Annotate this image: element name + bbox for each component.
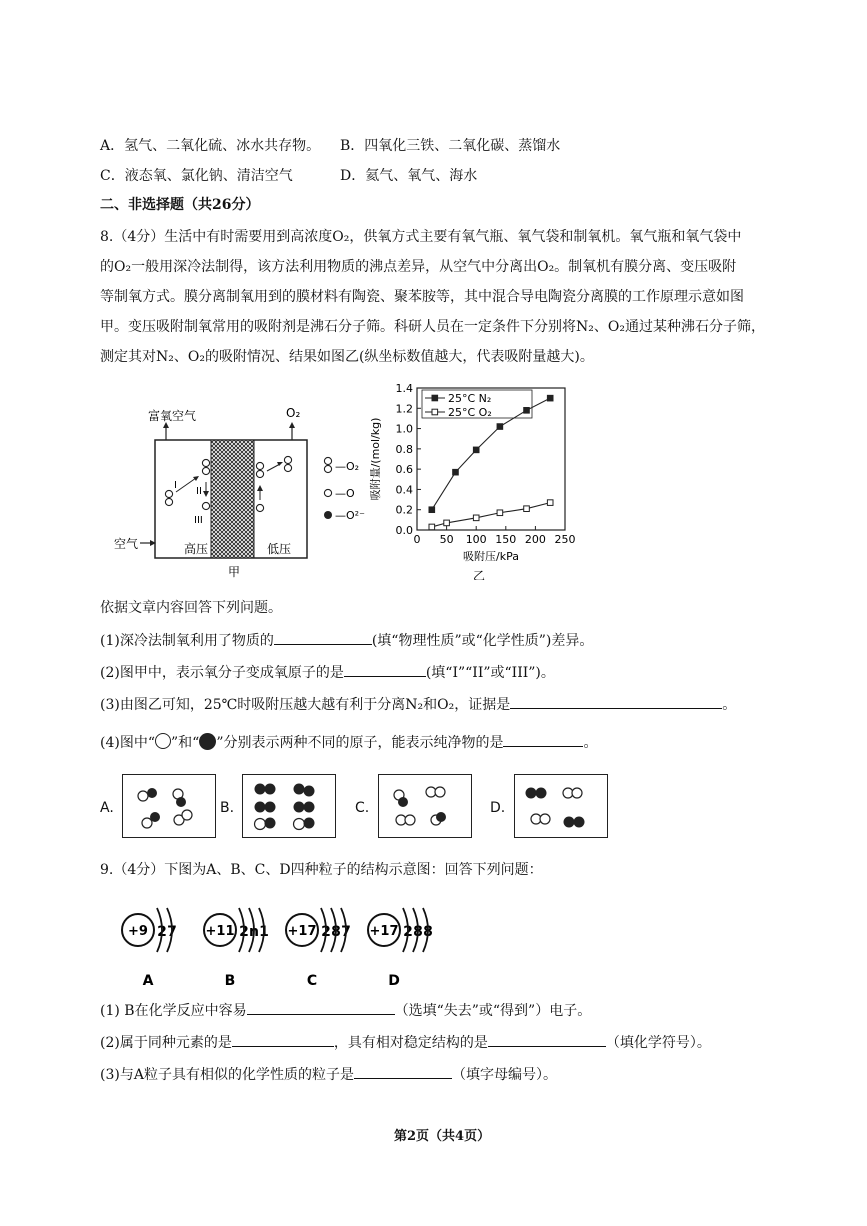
legend-o: —O bbox=[335, 487, 355, 500]
label-step-iii: III bbox=[194, 515, 203, 526]
q9-sub3-blank[interactable] bbox=[354, 1064, 452, 1079]
data-point bbox=[547, 395, 553, 401]
data-point bbox=[497, 510, 503, 516]
data-point bbox=[547, 500, 553, 506]
particle-label: D bbox=[388, 973, 400, 989]
q8-sub1-post: (填“物理性质”或“化学性质”)差异。 bbox=[371, 633, 594, 649]
q8-sub4 bbox=[100, 732, 597, 753]
section-heading: 二、非选择题（共26分） bbox=[100, 197, 260, 213]
q8-stem-line: 等制氧方式。膜分离制氧用到的膜材料有陶瓷、聚苯胺等，其中混合导电陶瓷分离膜的工作原理示意如图 bbox=[100, 289, 744, 305]
label-o2-out: O₂ bbox=[286, 406, 301, 420]
q9-sub2-blank1[interactable] bbox=[232, 1032, 334, 1047]
q9-sub2-mid: ，具有相对稳定结构的是 bbox=[333, 1035, 488, 1051]
option-a-label: A. bbox=[100, 800, 114, 816]
shell-electron-count: 2 bbox=[239, 924, 249, 940]
black-atom-icon bbox=[199, 733, 216, 750]
q9-sub1-pre: (1) B在化学反应中容易 bbox=[100, 1003, 247, 1019]
particle-label: B bbox=[224, 973, 236, 989]
q9-sub2-post: （填化学符号）。 bbox=[605, 1035, 711, 1051]
shell-electron-count: 2 bbox=[403, 924, 413, 940]
q9-sub3 bbox=[100, 1064, 557, 1085]
q8-sub3-post: 。 bbox=[722, 697, 737, 713]
shell-electron-count: 1 bbox=[259, 924, 269, 940]
data-point bbox=[429, 507, 435, 513]
y-tick-label: 1.2 bbox=[395, 402, 413, 416]
x-tick-label: 150 bbox=[495, 533, 517, 546]
q8-sub1-pre: (1)深冷法制氧利用了物质的 bbox=[100, 633, 274, 649]
q9-sub2 bbox=[100, 1032, 711, 1053]
q8-sub2-pre: (2)图甲中，表示氧分子变成氧原子的是 bbox=[100, 665, 344, 681]
y-tick-label: 0.2 bbox=[395, 503, 413, 517]
data-point bbox=[524, 506, 530, 512]
legend-o2-ion: —O²⁻ bbox=[335, 509, 365, 522]
data-point bbox=[473, 515, 479, 521]
shell-electron-count: 8 bbox=[331, 924, 341, 940]
y-tick-label: 0.6 bbox=[395, 463, 413, 477]
option-a-particles bbox=[123, 775, 215, 837]
label-air: 空气 bbox=[114, 537, 139, 551]
data-point bbox=[497, 424, 503, 430]
q8-sub3-blank[interactable] bbox=[510, 694, 722, 709]
data-point bbox=[444, 520, 450, 526]
q8-sub2-post: (填“I”“II”或“III”)。 bbox=[425, 665, 555, 681]
q9-sub3-post: （填字母编号）。 bbox=[451, 1067, 557, 1083]
y-tick-label: 0.4 bbox=[395, 483, 413, 497]
label-step-ii: II bbox=[196, 486, 202, 497]
x-tick-label: 100 bbox=[465, 533, 487, 546]
q8-sub4-end: 。 bbox=[583, 735, 598, 751]
label-enriched-air: 富氧空气 bbox=[148, 409, 197, 423]
particle-label: C bbox=[306, 973, 318, 989]
legend-label: 25°C O₂ bbox=[448, 406, 492, 419]
legend-label: 25°C N₂ bbox=[448, 392, 492, 405]
figure-jia-caption: 甲 bbox=[228, 565, 241, 579]
shell-electron-count: 8 bbox=[413, 924, 423, 940]
membrane bbox=[211, 440, 254, 558]
q8-sub2 bbox=[100, 662, 555, 683]
q8-sub2-blank[interactable] bbox=[344, 662, 426, 677]
atom-structure-diagrams bbox=[118, 893, 458, 993]
q7-option-c: C．液态氧、氯化钠、清洁空气 bbox=[100, 168, 293, 184]
y-tick-label: 0.0 bbox=[395, 524, 413, 537]
option-d-label: D. bbox=[490, 800, 506, 816]
q8-stem-line: 甲。变压吸附制氧常用的吸附剂是沸石分子筛。科研人员在一定条件下分别将N₂、O₂通过某种沸石分子筛， bbox=[100, 319, 765, 335]
q8-sub4-mid: ”和“ bbox=[171, 735, 200, 751]
x-tick-label: 0 bbox=[413, 533, 421, 546]
shell-electron-count: 2 bbox=[157, 924, 167, 940]
shell-electron-count: 8 bbox=[423, 924, 433, 940]
q7-option-d: D．氦气、氧气、海水 bbox=[340, 168, 478, 184]
q8-sub3 bbox=[100, 694, 736, 715]
x-axis-label: 吸附压/kPa bbox=[463, 550, 519, 563]
y-tick-label: 0.8 bbox=[395, 442, 413, 456]
q9-sub3-pre: (3)与A粒子具有相似的化学性质的粒子是 bbox=[100, 1067, 354, 1083]
q8-sub4-post: ”分别表示两种不同的原子，能表示纯净物的是 bbox=[216, 735, 504, 751]
figure-jia bbox=[110, 400, 385, 580]
figure-yi-caption: 乙 bbox=[472, 569, 486, 580]
legend-marker bbox=[432, 395, 438, 401]
q9-sub2-pre: (2)属于同种元素的是 bbox=[100, 1035, 232, 1051]
q8-sub1 bbox=[100, 630, 593, 651]
option-d-particles bbox=[515, 775, 607, 837]
shell-electron-count: n bbox=[249, 924, 259, 940]
label-step-i: I bbox=[174, 480, 177, 491]
data-point bbox=[429, 524, 435, 530]
page-footer: 第2页（共4页） bbox=[394, 1129, 491, 1144]
legend-marker bbox=[432, 409, 438, 415]
x-tick-label: 50 bbox=[439, 533, 454, 546]
option-b-label: B. bbox=[220, 800, 235, 816]
label-low-pressure: 低压 bbox=[267, 542, 292, 556]
option-b-particles bbox=[243, 775, 335, 837]
y-tick-label: 1.4 bbox=[395, 382, 413, 395]
nucleus-charge: +17 bbox=[287, 924, 317, 939]
q8-sub3-pre: (3)由图乙可知，25℃时吸附压越大越有利于分离N₂和O₂，证据是 bbox=[100, 697, 511, 713]
option-a-box[interactable] bbox=[122, 774, 216, 838]
option-b-box[interactable] bbox=[242, 774, 336, 838]
q9-sub1-post: （选填“失去”或“得到”）电子。 bbox=[394, 1003, 592, 1019]
y-tick-label: 1.0 bbox=[395, 422, 413, 436]
option-d-box[interactable] bbox=[514, 774, 608, 838]
q9-sub1 bbox=[100, 1000, 591, 1021]
q8-sub4-blank[interactable] bbox=[503, 732, 583, 747]
q8-intro: 依据文章内容回答下列问题。 bbox=[100, 600, 282, 616]
label-high-pressure: 高压 bbox=[184, 542, 209, 556]
white-atom-icon bbox=[155, 733, 171, 749]
particle-label: A bbox=[142, 973, 154, 989]
y-axis-label: 吸附量/(mol/kg) bbox=[369, 417, 382, 501]
q9-stem: 9.（4分）下图为A、B、C、D四种粒子的结构示意图：回答下列问题： bbox=[100, 862, 543, 878]
nucleus-charge: +11 bbox=[205, 924, 235, 939]
nucleus-charge: +17 bbox=[369, 924, 399, 939]
q8-sub1-blank[interactable] bbox=[274, 630, 372, 645]
q8-stem-line: 8.（4分）生活中有时需要用到高浓度O₂，供氧方式主要有氧气瓶、氧气袋和制氧机。氧气瓶和氧气袋中 bbox=[100, 229, 742, 245]
data-point bbox=[524, 408, 530, 414]
q7-option-b: B．四氧化三铁、二氧化碳、蒸馏水 bbox=[340, 138, 561, 154]
x-tick-label: 200 bbox=[524, 533, 546, 546]
q8-stem-line: 测定其对N₂、O₂的吸附情况、结果如图乙(纵坐标数值越大，代表吸附量越大)。 bbox=[100, 349, 594, 365]
option-c-box[interactable] bbox=[378, 774, 472, 838]
option-c-label: C. bbox=[355, 800, 370, 816]
x-tick-label: 250 bbox=[554, 533, 576, 546]
data-point bbox=[473, 447, 479, 453]
option-c-particles bbox=[379, 775, 471, 837]
q9-sub1-blank[interactable] bbox=[247, 1000, 395, 1015]
nucleus-charge: +9 bbox=[128, 924, 148, 939]
shell-electron-count: 7 bbox=[167, 924, 177, 940]
q7-option-a: A．氢气、二氧化硫、冰水共存物。 bbox=[100, 138, 321, 154]
legend-o2: —O₂ bbox=[335, 460, 360, 473]
shell-electron-count: 2 bbox=[321, 924, 331, 940]
q8-stem-line: 的O₂一般用深冷法制得，该方法利用物质的沸点差异，从空气中分离出O₂。制氧机有膜分离、变压吸附 bbox=[100, 259, 737, 275]
q9-sub2-blank2[interactable] bbox=[488, 1032, 606, 1047]
data-point bbox=[453, 469, 459, 475]
figure-yi-chart bbox=[365, 380, 580, 580]
shell-electron-count: 7 bbox=[341, 924, 351, 940]
q8-sub4-pre: (4)图中“ bbox=[100, 735, 155, 751]
